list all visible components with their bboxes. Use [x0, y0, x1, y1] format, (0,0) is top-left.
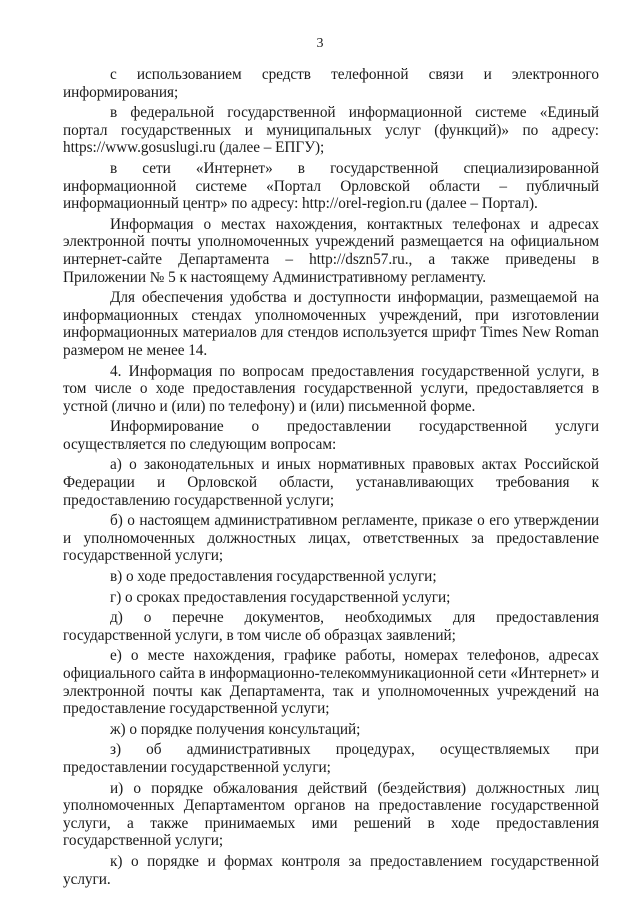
list-item-a: а) о законодательных и иных нормативных правовых актах Российской Федерации и Орловской области, устанавливающих требования к предоставлению государственной услуги; [63, 456, 599, 509]
paragraph-portal: в сети «Интернет» в государственной специализированной информационной системе «Портал Орловской области – публичный информационный центр» по адресу: http://orel-region.ru (далее – Портал). [63, 159, 599, 213]
paragraph-contacts-info: Информация о местах нахождения, контактных телефонах и адресах электронной почты уполномоченных учреждений размещается на официальном интернет-сайте Департамента – http://dszn57.ru., а также приведены в Приложении № 5 к настоящему Административному регламенту. [63, 215, 599, 286]
list-item-i: и) о порядке обжалования действий (бездействия) должностных лиц уполномоченных Департаментом органов на предоставление государственной услуги, а также принимаемых ими решений в ходе предоставления государственной услуги; [63, 779, 599, 850]
list-item-g: г) о сроках предоставления государственной услуги; [110, 588, 451, 606]
list-item-z: з) об административных процедурах, осуществляемых при предоставлении государственной услуги; [63, 741, 599, 776]
page-number: 3 [316, 36, 324, 51]
list-item-k: к) о порядке и формах контроля за предоставлением государственной услуги. [63, 852, 599, 888]
document-body [63, 66, 599, 891]
paragraph-item-4: 4. Информация по вопросам предоставления государственной услуги, в том числе о ходе предоставления государственной услуги, предоставляется в устной (лично и (или) по телефону) и (или) письменной форме. [63, 362, 599, 415]
list-item-d: д) о перечне документов, необходимых для предоставления государственной услуги, в том числе об образцах заявлений; [63, 609, 599, 644]
list-item-b: б) о настоящем административном регламенте, приказе о его утверждении и уполномоченных должностных лицах, ответственных за предоставление государственной услуги; [63, 512, 599, 565]
paragraph-phone-email: с использованием средств телефонной связи и электронного информирования; [63, 66, 599, 101]
list-item-v: в) о ходе предоставления государственной услуги; [110, 568, 437, 586]
list-item-zh: ж) о порядке получения консультаций; [110, 720, 361, 738]
paragraph-informing-topics: Информирование о предоставлении государственной услуги осуществляется по следующим вопросам: [63, 418, 599, 453]
paragraph-stands-font: Для обеспечения удобства и доступности информации, размещаемой на информационных стендах уполномоченных учреждений, при изготовлении информационных материалов для стендов используется шрифт Times New Roman размером не менее 14. [63, 289, 599, 359]
list-item-e: е) о месте нахождения, графике работы, номерах телефонов, адресах официального сайта в информационно-телекоммуникационной сети «Интернет» и электронной почты как Департамента, так и уполномоченных учреждений на предоставление государственной услуги; [63, 647, 599, 718]
paragraph-epgu: в федеральной государственной информационной системе «Единый портал государственных и муниципальных услуг (функций)» по адресу: https://www.gosuslugi.ru (далее – ЕПГУ); [63, 104, 599, 157]
